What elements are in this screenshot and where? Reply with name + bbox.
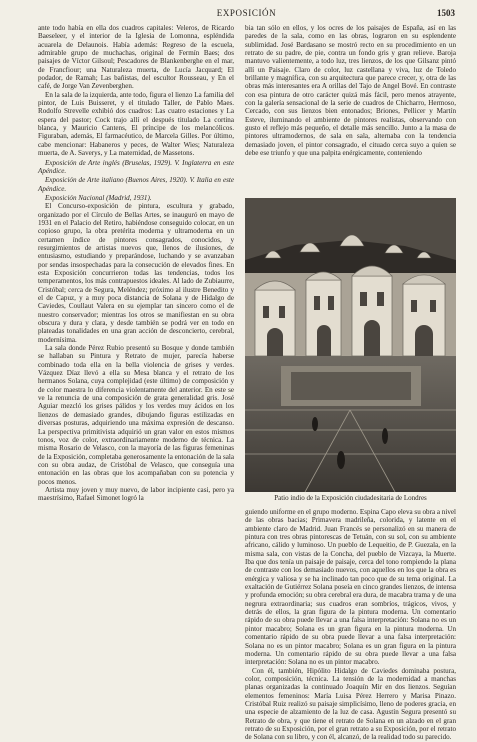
paragraph: Exposición de Arte inglés (Bruselas, 1929). V. Inglaterra en este Apéndice. xyxy=(38,158,234,175)
right-column-bottom xyxy=(245,508,456,742)
page-number: 1503 xyxy=(437,8,455,18)
paragraph: Con él, también, Hipólito Hidalgo de Caviedes dominaba postura, color, composición, técnica. La tensión de la modernidad a manchas planas organizadas la continuado Joaquín Mir en dos lienzos. Seguían elementos femeninos: María Luisa Pérez Herrero y Marisa Pinazo. Cristóbal Ruiz realizó su paisaje simplicísimo, lleno de poderes gracia, en una especie de alzamiento de la luz de casa. Agustín Segura presentó su Retrato de obra, y que tiene el retrato de Solana en un alzado en el gran retrato de su Exposición, por el gran retrato a su Exposición, por el retrato de Solana con su libro, y con él, alcanzó, de la realidad todo su parecido. xyxy=(245,666,456,742)
paragraph: El Concurso-exposición de pintura, escultura y grabado, organizado por el Círculo de Bellas Artes, se inauguró en mayo de 1931 en el Palacio del Retiro, habiéndose conseguido colocar, en un copioso grupo, la obra pretérita moderna y ultramoderna en un certamen índice de pintores consagrados, conocidos, y resurgimientos de artistas nuevos que, llenos de ilusiones, de entusiasmo, estudiando y preparándose, luchando y se avanzaban por sendas insospechadas para la consecución de elevados fines. En esta Exposición concurrieron todas las tendencias, todos los temperamentos, los más contrapuestos ideales. Al lado de Zubiaurre, Cristóbal; cerca de Segura, Meléndez; próximo al ilustre Benedito y el de Capuz, y a muy poca distancia de Solana y de Hidalgo de Caviedes, Coullaut Valera en su ejemplar tan sincero como el de nuestro conservador; mientras los otros se manifiestan en su obra obscura y dura y clara, y desde también se podrá ver en todo en plateadas tonalidades en una gran acción de desconcierto, cerebral, modernísima. xyxy=(38,202,234,344)
photo-caption: Patio indio de la Exposición ciudadesitaria de Londres xyxy=(274,494,427,502)
running-header xyxy=(38,6,455,20)
running-title: EXPOSICIÓN xyxy=(216,8,277,18)
paragraph: En la sala de la izquierda, ante todo, figura el lienzo La familia del pintor, de Luis Buisseret, y el titulado Taller, de Pablo Maes. Rodolfo Strevelle exhibió dos cuadros: Las cuatro estaciones y La espera del pastor; Cock trajo allí el después titulado La cortina blanca, y Mauricio Cantens, El príncipe de los melancólicos. Figuraban, además, El farmacéutico, de Marcela Gilles. Por último, cabe mencionar: Habaneros y peces, de Walter Wies; Naturaleza muerta, de A. Saverys, y La maternidad, de Massetons. xyxy=(38,90,234,158)
exhibition-photo xyxy=(245,198,456,492)
paragraph: Exposición Nacional (Madrid, 1931). xyxy=(45,193,152,202)
paragraph: ante todo había en ella dos cuadros capitales: Veleros, de Ricardo Baeseleer, y el interior de la Iglesia de Lomonna, espléndida acuarela de Delaunois. Había además: Regreso de la escuela, admirable grupo de muchachas, original de Fermín Baes; dos paisajes de Víctor Gilsoul; Pescadores de Blankenberghe en el mar, de Francfiour; una Naturaleza muerta, de Lucía Jacquard; El podador, de Ramah; Las bañistas, del escultor Rousseau, y En el café, de Jorge Van Zevenberghen. xyxy=(38,24,234,91)
paragraph: Exposición de Arte italiano (Buenos Aires, 1920). V. Italia en este Apéndice. xyxy=(38,176,234,193)
paragraph: bia tan sólo en ellos, y los ocres de los paisajes de España, así en las paredes de la sala, como en las obras, lograron en su esplendente sublimidad. José Bardasano se mostró recto en su procedimiento en un retrato de su padre, de pie, contra un fondo gris y gran relieve. Baroja mantuvo valientemente, a todo luz, tres lienzos, de los que Gilsanz pintó allí un Paisaje. Claro de color, luz castellana y viva, luz de Toledo brillante y magnífica, con su arquitectura que parece crecer, y, otra de las obras más interesantes era A orillas del Tajo de Angel Bové. En contraste con esa pintura de otro carácter quizá más fácil, pero menos atrayente, con la galería sensacional de la serie de cuadros de Chicharro, Hermoso, Cercado, con sus lienzos bien entonados; Briones, Pellicer y Martín Esteve, iluminando el ambiente de pintores realistas, observando con gusto el reflejo más pequeño, el detalle más sencillo. Junto a la masa de pintores ultramodernos, de sala en sala, alternaba con la tendencia demasiado joven, el pintor consagrado, el cituado cerca suyo a quien se debe ese triunfo y que una palpita enérgicamente, conteniendo xyxy=(245,24,456,158)
paragraph: guiendo uniforme en el grupo moderno. Espina Capo eleva su obra a nivel de las obras bacias; Primavera madrileña, colorida, y latente en el ambiente claro de Madrid. Juan Francés se personalizó en su manera de pintura con tres obras pintorescas de Tetuán, con su sol, con su ambiente africano, cálido y luminoso. Un pueblo de Lequeitio, de P. Guezala, en la misma sala, con vistas de la Concha, del pueblo de Vizcaya, la Muerte. Iba que dos tenía un paisaje de paisaje, cerca del tono rompiendo la plana de contraste con los demasiado nuevos, con aquellos en los que la obra es enérgica y valiosa y se ha inclinado tan poco que de su tema original. La exaltación de Gutiérrez Solana poseía en cinco grandes lienzos, de intensa y profunda emoción; su obra cerebral era dura, de macabra trama y de una negrura extraordinaria; sus cuadros eran sombríos, trágicos, vivos, y detrás de ellos, la gran figura de la pintura moderna. Un comentario rápido de su obra puede llevar a una falsa interpretación: Solana no es un pintor macabro; Solana es un gran figura en la pintura moderna. Un comentario rápido de su obra puede llevar a una falsa interpretación: Solana no es un pintor macabro; Solana es un gran figura en la pintura moderna. Un comentario rápido de su obra puede llevar a una falsa interpretación: Solana no es un pintor macabro. xyxy=(245,508,456,667)
paragraph: Artista muy joven y muy nuevo, de labor incipiente casi, pero ya maestrísimo, Rafael Simonet logró la xyxy=(38,485,234,503)
paragraph: La sala donde Pérez Rubio presentó su Bosque y donde también se hallaban su Pintura y Retrato de mujer, parecía haberse combinado toda ella en la bella violencia de grises y verdes. Vázquez Díaz llevó a ella su Mesa blanca y el retrato de los hermanos Solana, cuya complejidad (este último) de composición y de color maestra lo diferencia violentamente del anterior. En este se ve la renuncia de una composición de grata generalidad gris. José Aguiar mezcló los grises pálidos y los verdes muy ácidos en los lienzos de demasiado grandes, dibujando figuras estilizadas en diversas posturas, adquiriendo una máxima expresión de descanso. La perspectiva primitivista adquirió un gran valor en estos mismos tonos, voz de color, extraordinariamente moderno de técnica. La misma Rosario de Velasco, con la mayoría de las figuras femeninas de la Exposición, completaba generosamente la entonación de la sala con su obra audaz, de Cristóbal de Velasco, que conseguía una entonación en las obras que los acompañaban con su potencia y pocos menos. xyxy=(38,344,234,486)
left-column xyxy=(38,24,234,716)
right-column-top xyxy=(245,24,456,195)
